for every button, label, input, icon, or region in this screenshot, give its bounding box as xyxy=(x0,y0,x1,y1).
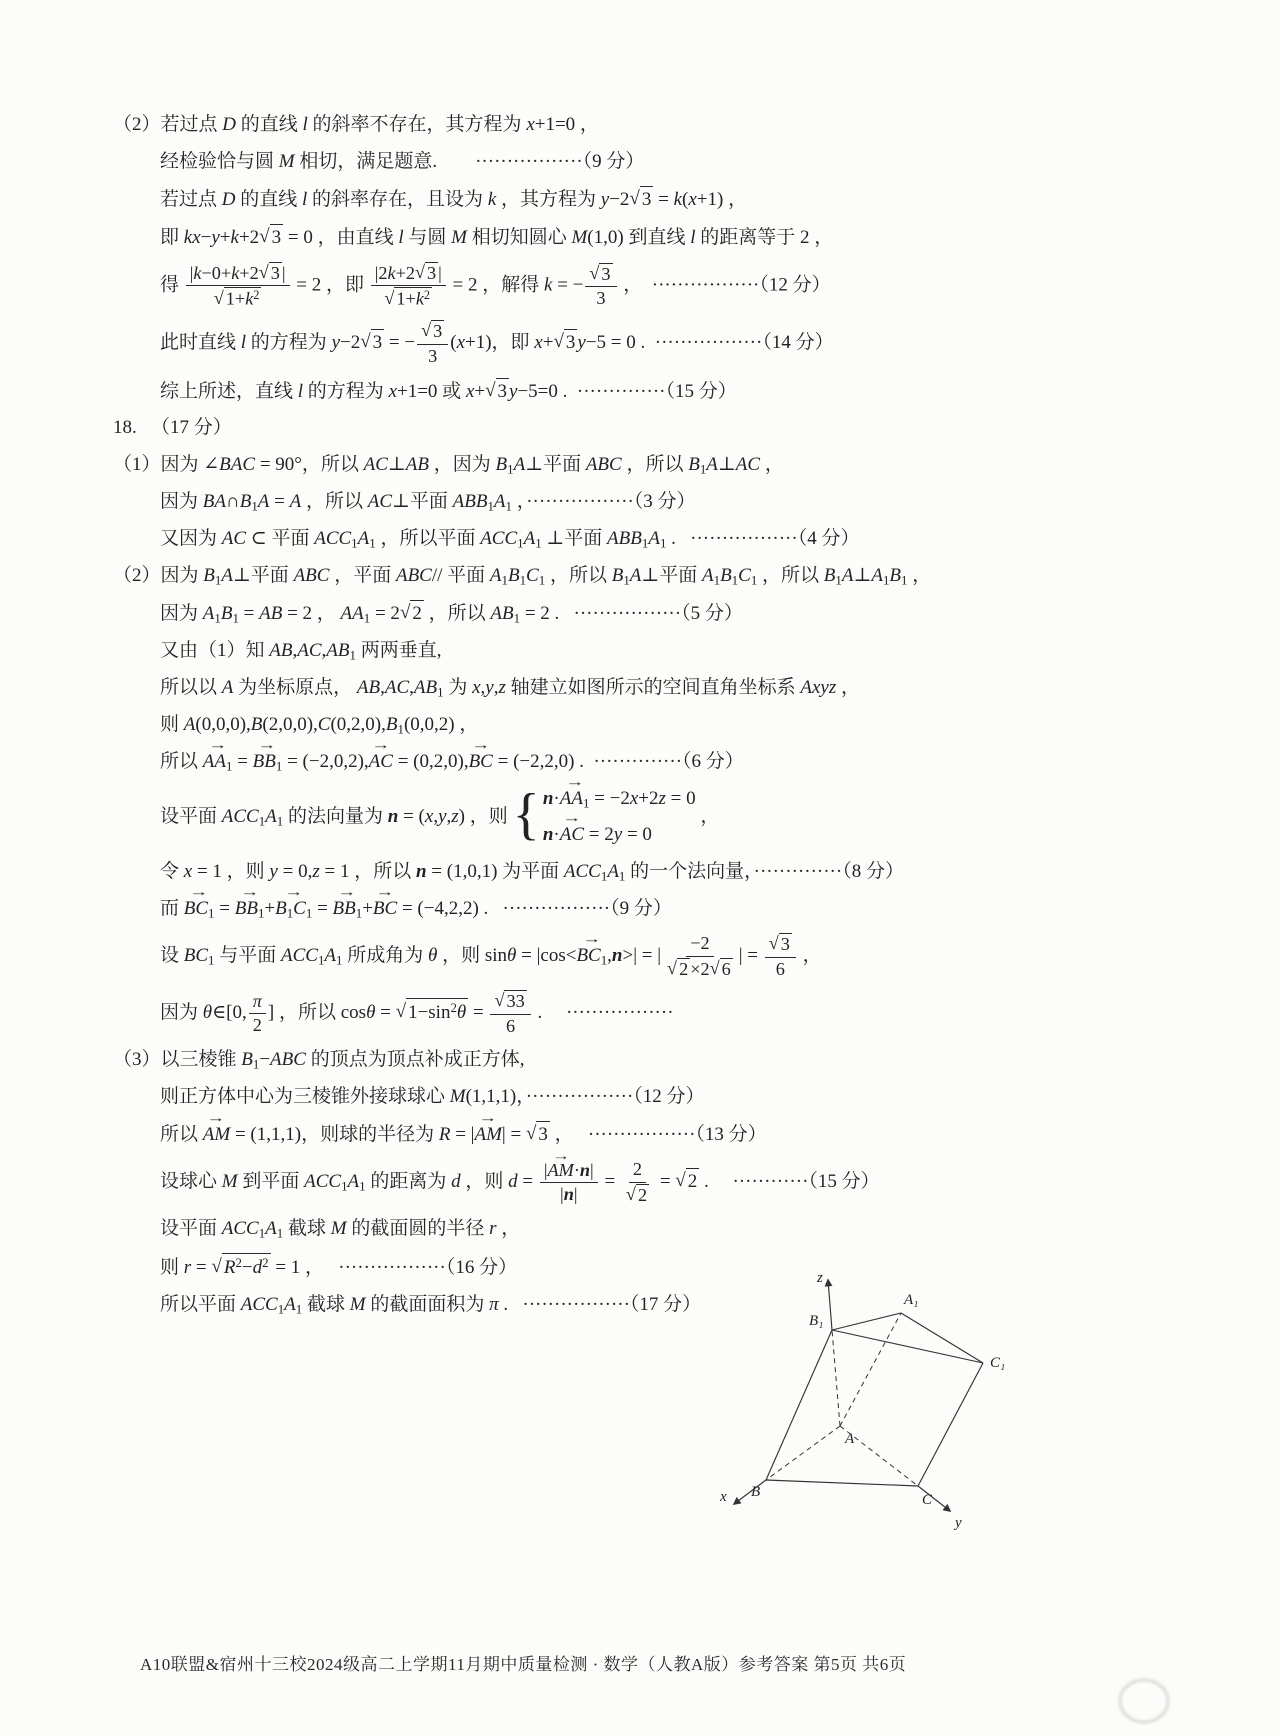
solution-line: 此时直线 l 的方程为 y−2 √ 3 = − √ 3 3 (x+1)，即 x+ √ 3 y−5 = 0 . ·················（14 分） xyxy=(160,320,834,366)
solution-line: （3）以三棱锥 $B_1-ABC$ 的顶点为顶点补成正方体, xyxy=(113,1049,525,1072)
edge-a-b1 xyxy=(832,1330,840,1426)
solution-line: 得 |k−0+k+2 √ 3 | √ $1+k^2$ = 2 ，即 |2k+2 √ 3 | √ $1+k^2$ = 2 ，解得 k = − √ 3 3 ， ·················（12 分） xyxy=(160,261,831,309)
figure-label-a1: A₁ xyxy=(904,1292,919,1308)
edge-a-a1 xyxy=(840,1313,901,1426)
solution-line: 因为 $BA\cap B_1A = A$ ，所以 AC⊥平面 $ABB_1A_1$ ，·················（3 分） xyxy=(160,491,696,515)
solution-line: 而 → $BC_1$ = → $BB_1+$ → $B_1C_1$ = → $BB_1+$ → BC = (−4,2,2) . ·················（9 分） xyxy=(160,884,672,921)
solution-line: 设 $BC_1$ 与平面 $ACC_1A_1$ 所成角为 θ ，则 sinθ = |cos< → $BC_1,n>|$ = | −2 √ 2 ×2 √ 6 | = √ 3 6 ， xyxy=(160,930,822,979)
solution-line: 因为 θ∈[0, $\frac{\pi}{2}$ ] ，所以 cosθ = √ $1-\sin^2\theta$ = √ 33 6 . ················· xyxy=(160,990,674,1036)
figure-label-x: x xyxy=(720,1489,727,1505)
solution-line: 又由（1）知 $AB,AC,AB_1$ 两两垂直, xyxy=(160,640,442,663)
edge-b-b1 xyxy=(766,1330,832,1480)
solution-line: 设平面 $ACC_1A_1$ 截球 M 的截面圆的半径 r ， xyxy=(160,1218,521,1241)
edge-b1-a1 xyxy=(832,1313,901,1330)
solution-line: 所以 → AM = (1,1,1)，则球的半径为 R = | → AM| = √ 3 ， ·················（13 分） xyxy=(113,1121,1228,1149)
solution-line: （2）若过点 D 的直线 l 的斜率不存在，其方程为 x+1=0 ， xyxy=(113,114,599,135)
solution-line: 则正方体中心为三棱锥外接球球心 M(1,1,1)，·················（12 分） xyxy=(160,1086,705,1108)
solution-line: （2）因为 $B_1A\perp$平面 ABC ，平面 ABC// 平面 $A_1B_1C_1$ ，所以 $B_1A\perp$平面 $A_1B_1C_1$ ，所以 $B_1A\perp A_1B_1$ ， xyxy=(113,565,932,588)
solution-line: 则 r = √ $R^2-d^2$ = 1 ， ·················（16 分） xyxy=(113,1253,1228,1282)
solution-line: 即 kx−y+k+2 √ 3 = 0 ，由直线 l 与圆 M 相切知圆心 M(1,0) 到直线 l 的距离等于 2 ， xyxy=(113,224,1228,252)
solution-line: 则 $A(0,0,0),B(2,0,0),C(0,2,0),B_1(0,0,2)$ ， xyxy=(160,714,479,737)
edge-b-c xyxy=(766,1480,918,1486)
z-axis xyxy=(828,1280,832,1330)
solution-line: 设球心 M 到平面 $ACC_1A_1$ 的距离为 d ，则 d = | → AM·n| |n| = 2 √ 2 = √ 2 . ············（15 分） xyxy=(160,1148,880,1205)
figure-label-c1: C₁ xyxy=(990,1355,1006,1371)
figure-label-z: z xyxy=(817,1270,823,1286)
solution-line: 又因为 AC ⊂ 平面 $ACC_1A_1$ ，所以平面 $ACC_1A_1$ ⊥平面 $ABB_1A_1$ . ·················（4 分） xyxy=(160,528,860,551)
solution-line: 设平面 $ACC_1A_1$ 的法向量为 n = (x,y,z) ，则 { n· → $AA_1 = -2x+2z = 0$ n· → AC = 2y = 0 ， xyxy=(160,774,720,847)
x-axis xyxy=(734,1480,766,1504)
figure-label-y: y xyxy=(955,1515,962,1531)
solution-line: （1）因为 ∠BAC = 90°，所以 AC⊥AB ，因为 $B_1A\perp$平面 ABC ，所以 $B_1A\perp AC$ ， xyxy=(113,454,784,478)
edge-a-b xyxy=(766,1426,840,1480)
solution-line: 因为 $A_1B_1$ = AB = 2 ， $AA_1 = 2$ √ 2 ，所以 $AB_1 = 2$ . ·················（5 分） xyxy=(113,600,1228,628)
figure-label-c: C xyxy=(922,1492,933,1508)
solution-lines xyxy=(113,112,1228,1329)
solution-line: 若过点 D 的直线 l 的斜率存在，且设为 k ，其方程为 y−2 √ 3 = k(x+1) ， xyxy=(113,186,1228,214)
solution-line: 综上所述，直线 l 的方程为 x+1=0 或 x+ √ 3 y−5=0 . ··············（15 分） xyxy=(113,378,1228,406)
solution-line: 所以以 A 为坐标原点， $AB,AC,AB_1$ 为 x,y,z 轴建立如图所示的空间直角坐标系 Axyz ， xyxy=(160,677,861,700)
coordinate-figure xyxy=(718,1268,1048,1538)
edge-b1-c1 xyxy=(832,1330,983,1363)
edge-c-c1 xyxy=(918,1363,983,1486)
solution-line: 经检验恰与圆 M 相切，满足题意. ·················（9 分） xyxy=(160,150,645,172)
solution-line: 令 x = 1 ，则 y = 0,z = 1 ，所以 n = (1,0,1) 为平面 $ACC_1A_1$ 的一个法向量，··············（8 分） xyxy=(160,861,904,884)
scan-smudge xyxy=(1118,1678,1170,1724)
figure-label-b1: B₁ xyxy=(809,1313,824,1329)
page-footer: A10联盟&宿州十三校2024级高二上学期11月期中质量检测 · 数学（人教A版）参考答案 第5页 共6页 xyxy=(140,1655,907,1674)
solution-line: 所以平面 $ACC_1A_1$ 截球 M 的截面面积为 π . ·················（17 分） xyxy=(160,1293,702,1317)
figure-label-b: B xyxy=(751,1484,761,1500)
figure-label-a: A xyxy=(845,1431,855,1447)
edge-a1-c1 xyxy=(901,1313,983,1363)
solution-line: 18. （17 分） xyxy=(113,417,232,439)
solution-line: 所以 → $AA_1$ = → $BB_1 = (-2,0,2)$, → AC = (0,2,0), → BC = (−2,2,0) . ··············（6 分） xyxy=(160,737,744,774)
